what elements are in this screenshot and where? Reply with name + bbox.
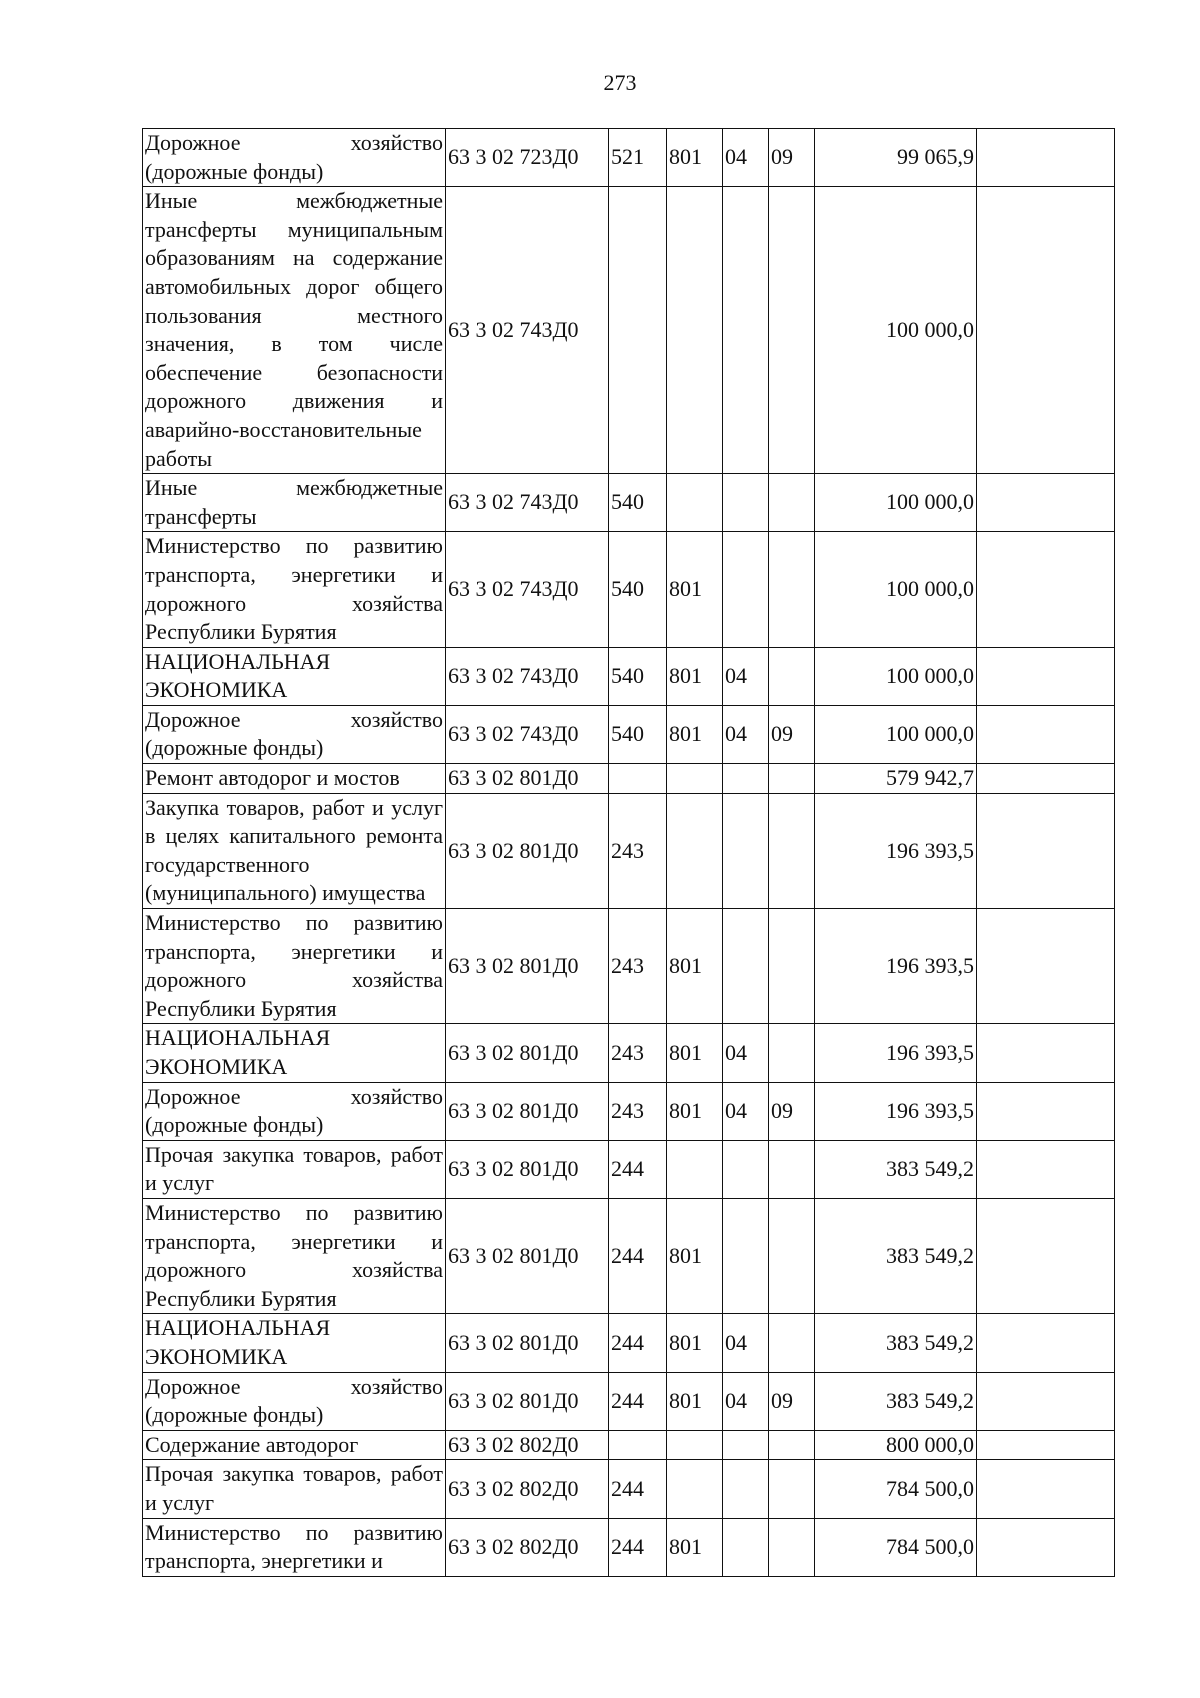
row-section (723, 1430, 769, 1460)
row-ministry-code: 801 (667, 705, 723, 763)
row-extra (977, 909, 1115, 1024)
table-row (143, 764, 1115, 794)
row-expense-type: 521 (609, 129, 667, 187)
row-extra (977, 1140, 1115, 1198)
row-amount: 196 393,5 (815, 1024, 977, 1082)
row-name: Дорожное хозяйство (дорожные фонды) (143, 1372, 446, 1430)
row-expense-type (609, 764, 667, 794)
row-subsection (769, 532, 815, 647)
row-expense-type: 540 (609, 532, 667, 647)
row-name: Закупка товаров, работ и услуг в целях капитального ремонта государственного (муниципального) имущества (143, 793, 446, 908)
table-row (143, 1460, 1115, 1518)
row-extra (977, 1430, 1115, 1460)
row-amount: 100 000,0 (815, 532, 977, 647)
row-name: Ремонт автодорог и мостов (143, 764, 446, 794)
row-extra (977, 1460, 1115, 1518)
row-subsection (769, 909, 815, 1024)
row-expense-type: 244 (609, 1198, 667, 1313)
row-extra (977, 1198, 1115, 1313)
row-name: Прочая закупка товаров, работ и услуг (143, 1460, 446, 1518)
table-row (143, 909, 1115, 1024)
row-extra (977, 187, 1115, 474)
row-code: 63 3 02 802Д0 (446, 1460, 609, 1518)
row-section (723, 532, 769, 647)
row-code: 63 3 02 801Д0 (446, 1140, 609, 1198)
row-ministry-code: 801 (667, 909, 723, 1024)
row-amount: 100 000,0 (815, 474, 977, 532)
row-amount: 99 065,9 (815, 129, 977, 187)
table-row (143, 647, 1115, 705)
row-code: 63 3 02 801Д0 (446, 909, 609, 1024)
row-section (723, 187, 769, 474)
row-code: 63 3 02 801Д0 (446, 1198, 609, 1313)
table-row (143, 1082, 1115, 1140)
row-subsection (769, 793, 815, 908)
row-subsection: 09 (769, 129, 815, 187)
row-subsection (769, 1518, 815, 1576)
row-name: Дорожное хозяйство (дорожные фонды) (143, 129, 446, 187)
row-amount: 100 000,0 (815, 187, 977, 474)
row-name: Министерство по развитию транспорта, энергетики и дорожного хозяйства Республики Бурятия (143, 909, 446, 1024)
row-ministry-code (667, 474, 723, 532)
row-name: Министерство по развитию транспорта, энергетики и (143, 1518, 446, 1576)
row-extra (977, 793, 1115, 908)
row-section (723, 474, 769, 532)
table-row (143, 1430, 1115, 1460)
table-row (143, 793, 1115, 908)
table-row (143, 474, 1115, 532)
row-section: 04 (723, 129, 769, 187)
row-subsection (769, 187, 815, 474)
row-name: Министерство по развитию транспорта, энергетики и дорожного хозяйства Республики Бурятия (143, 1198, 446, 1313)
row-extra (977, 474, 1115, 532)
row-ministry-code (667, 1430, 723, 1460)
row-section (723, 1460, 769, 1518)
row-extra (977, 129, 1115, 187)
row-section: 04 (723, 1024, 769, 1082)
row-ministry-code (667, 1140, 723, 1198)
row-expense-type: 243 (609, 1082, 667, 1140)
row-ministry-code: 801 (667, 1082, 723, 1140)
row-amount: 196 393,5 (815, 1082, 977, 1140)
row-ministry-code: 801 (667, 647, 723, 705)
table-row (143, 1140, 1115, 1198)
row-extra (977, 1314, 1115, 1372)
row-ministry-code: 801 (667, 532, 723, 647)
row-ministry-code: 801 (667, 1372, 723, 1430)
row-subsection (769, 474, 815, 532)
row-subsection: 09 (769, 1082, 815, 1140)
row-section (723, 1198, 769, 1313)
table-row (143, 1372, 1115, 1430)
row-ministry-code (667, 793, 723, 908)
row-name: НАЦИОНАЛЬНАЯ ЭКОНОМИКА (143, 1024, 446, 1082)
row-extra (977, 1082, 1115, 1140)
row-section (723, 1140, 769, 1198)
table-row (143, 129, 1115, 187)
row-code: 63 3 02 743Д0 (446, 705, 609, 763)
row-amount: 579 942,7 (815, 764, 977, 794)
row-code: 63 3 02 801Д0 (446, 1314, 609, 1372)
row-ministry-code: 801 (667, 1314, 723, 1372)
table-row (143, 1024, 1115, 1082)
row-amount: 100 000,0 (815, 647, 977, 705)
row-amount: 196 393,5 (815, 909, 977, 1024)
row-amount: 784 500,0 (815, 1518, 977, 1576)
row-ministry-code (667, 764, 723, 794)
row-name: Иные межбюджетные трансферты муниципальным образованиям на содержание автомобильных дорог общего пользования местного значения, в том числе обеспечение безопасности дорожного движения и аварийно-восстановительные работы (143, 187, 446, 474)
budget-table (142, 128, 1115, 1577)
row-section: 04 (723, 705, 769, 763)
table-row (143, 187, 1115, 474)
row-subsection (769, 764, 815, 794)
row-section: 04 (723, 1082, 769, 1140)
row-expense-type: 244 (609, 1460, 667, 1518)
row-extra (977, 764, 1115, 794)
row-section (723, 1518, 769, 1576)
row-amount: 100 000,0 (815, 705, 977, 763)
row-code: 63 3 02 723Д0 (446, 129, 609, 187)
row-extra (977, 705, 1115, 763)
row-subsection (769, 1140, 815, 1198)
row-expense-type: 540 (609, 647, 667, 705)
row-subsection (769, 1460, 815, 1518)
row-expense-type (609, 1430, 667, 1460)
row-subsection: 09 (769, 1372, 815, 1430)
table-row (143, 1314, 1115, 1372)
page-number: 273 (603, 70, 637, 95)
row-name: Дорожное хозяйство (дорожные фонды) (143, 705, 446, 763)
row-expense-type: 243 (609, 793, 667, 908)
row-code: 63 3 02 801Д0 (446, 793, 609, 908)
row-amount: 196 393,5 (815, 793, 977, 908)
row-expense-type: 540 (609, 705, 667, 763)
row-code: 63 3 02 801Д0 (446, 764, 609, 794)
row-expense-type (609, 187, 667, 474)
row-section (723, 793, 769, 908)
row-subsection (769, 1024, 815, 1082)
table-row (143, 1518, 1115, 1576)
row-subsection (769, 1314, 815, 1372)
row-expense-type: 244 (609, 1140, 667, 1198)
row-name: Иные межбюджетные трансферты (143, 474, 446, 532)
row-code: 63 3 02 802Д0 (446, 1518, 609, 1576)
row-code: 63 3 02 801Д0 (446, 1372, 609, 1430)
table-row (143, 705, 1115, 763)
row-code: 63 3 02 802Д0 (446, 1430, 609, 1460)
row-subsection (769, 647, 815, 705)
row-name: Министерство по развитию транспорта, энергетики и дорожного хозяйства Республики Бурятия (143, 532, 446, 647)
row-section: 04 (723, 1372, 769, 1430)
row-code: 63 3 02 743Д0 (446, 187, 609, 474)
row-code: 63 3 02 801Д0 (446, 1024, 609, 1082)
row-expense-type: 244 (609, 1314, 667, 1372)
row-extra (977, 1518, 1115, 1576)
table-row (143, 532, 1115, 647)
row-ministry-code: 801 (667, 1198, 723, 1313)
row-expense-type: 540 (609, 474, 667, 532)
row-subsection (769, 1198, 815, 1313)
row-ministry-code: 801 (667, 1518, 723, 1576)
row-section (723, 764, 769, 794)
row-name: Прочая закупка товаров, работ и услуг (143, 1140, 446, 1198)
row-name: Содержание автодорог (143, 1430, 446, 1460)
row-amount: 383 549,2 (815, 1198, 977, 1313)
row-amount: 784 500,0 (815, 1460, 977, 1518)
row-ministry-code: 801 (667, 129, 723, 187)
row-name: НАЦИОНАЛЬНАЯ ЭКОНОМИКА (143, 1314, 446, 1372)
row-amount: 383 549,2 (815, 1372, 977, 1430)
row-extra (977, 1372, 1115, 1430)
row-section: 04 (723, 1314, 769, 1372)
row-code: 63 3 02 801Д0 (446, 1082, 609, 1140)
row-expense-type: 244 (609, 1518, 667, 1576)
row-name: Дорожное хозяйство (дорожные фонды) (143, 1082, 446, 1140)
row-extra (977, 532, 1115, 647)
row-ministry-code (667, 187, 723, 474)
row-extra (977, 1024, 1115, 1082)
row-extra (977, 647, 1115, 705)
row-ministry-code (667, 1460, 723, 1518)
row-amount: 383 549,2 (815, 1140, 977, 1198)
row-code: 63 3 02 743Д0 (446, 474, 609, 532)
row-subsection (769, 1430, 815, 1460)
row-ministry-code: 801 (667, 1024, 723, 1082)
row-amount: 800 000,0 (815, 1430, 977, 1460)
row-amount: 383 549,2 (815, 1314, 977, 1372)
row-expense-type: 243 (609, 909, 667, 1024)
row-section (723, 909, 769, 1024)
row-expense-type: 243 (609, 1024, 667, 1082)
row-name: НАЦИОНАЛЬНАЯ ЭКОНОМИКА (143, 647, 446, 705)
row-code: 63 3 02 743Д0 (446, 647, 609, 705)
table-row (143, 1198, 1115, 1313)
row-section: 04 (723, 647, 769, 705)
row-subsection: 09 (769, 705, 815, 763)
row-expense-type: 244 (609, 1372, 667, 1430)
row-code: 63 3 02 743Д0 (446, 532, 609, 647)
